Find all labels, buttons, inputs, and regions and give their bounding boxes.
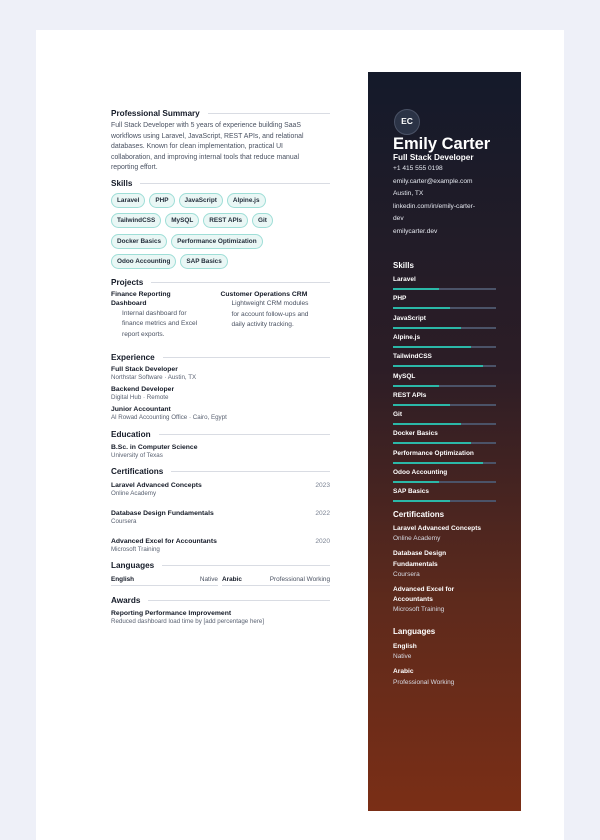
section-heading: Languages bbox=[111, 560, 330, 571]
skill-chip: Laravel bbox=[111, 193, 145, 208]
job-company: Al Rowad Accounting Office · Cairo, Egypt bbox=[111, 414, 227, 422]
project-item bbox=[221, 290, 331, 340]
sidebar-skill-item bbox=[393, 334, 496, 348]
sidebar-skill-name: Git bbox=[393, 411, 403, 419]
experience-item bbox=[111, 406, 330, 423]
sidebar-language-item: English Native bbox=[393, 643, 417, 661]
skill-level-bar bbox=[393, 385, 439, 387]
sidebar-skill-item bbox=[393, 488, 496, 502]
language-list bbox=[111, 575, 330, 586]
skill-level-bar bbox=[393, 500, 450, 502]
skill-level-track bbox=[393, 346, 496, 348]
cert-issuer: Online Academy bbox=[111, 490, 157, 498]
section-divider bbox=[171, 471, 330, 472]
skills-section bbox=[111, 178, 330, 275]
contact-info bbox=[393, 164, 513, 240]
project-description: Internal dashboard for finance metrics and Excel report exports. bbox=[122, 309, 198, 338]
skill-level-track bbox=[393, 385, 496, 387]
certification-item bbox=[111, 482, 330, 499]
skill-level-track bbox=[393, 327, 496, 329]
skill-chip: JavaScript bbox=[179, 193, 223, 208]
sidebar-skill-item bbox=[393, 411, 496, 425]
sidebar-skill-name: PHP bbox=[393, 295, 407, 303]
sidebar-skills-heading: Skills bbox=[393, 261, 414, 270]
sidebar-skill-name: JavaScript bbox=[393, 314, 426, 322]
website-text: emilycarter.dev bbox=[393, 227, 438, 235]
education-item bbox=[111, 444, 330, 461]
skill-level-track bbox=[393, 404, 496, 406]
cert-title: Advanced Excel for Accountants bbox=[111, 537, 217, 545]
skill-chip: Odoo Accounting bbox=[111, 254, 176, 269]
phone-text: +1 415 555 0198 bbox=[393, 165, 443, 172]
summary-line: Full Stack Developer with 5 years of experience building SaaS bbox=[111, 122, 301, 129]
skill-level-bar bbox=[393, 423, 461, 425]
sidebar-language-list bbox=[393, 642, 513, 688]
summary-line: collaboration, and improving internal tools that reduce manual bbox=[111, 153, 300, 161]
skill-chip: REST APIs bbox=[203, 213, 248, 228]
main-column bbox=[111, 108, 330, 627]
candidate-name: Emily Carter bbox=[393, 135, 491, 153]
certification-item bbox=[111, 538, 330, 555]
cert-year: 2022 bbox=[315, 509, 330, 517]
language-level: Professional Working bbox=[269, 576, 330, 584]
section-heading: Certifications bbox=[111, 466, 330, 477]
award-title: Reporting Performance Improvement bbox=[111, 609, 232, 617]
degree-title: B.Sc. in Computer Science bbox=[111, 443, 198, 451]
sidebar-skill-name: Performance Optimization bbox=[393, 449, 474, 457]
cert-issuer: Coursera bbox=[111, 518, 137, 526]
section-divider bbox=[163, 357, 330, 358]
sidebar-skill-name: MySQL bbox=[393, 372, 416, 380]
school-name: University of Texas bbox=[111, 452, 163, 460]
sidebar-skill-name: Docker Basics bbox=[393, 430, 438, 438]
sidebar-cert-list bbox=[393, 524, 513, 615]
skill-level-track bbox=[393, 500, 496, 502]
project-item bbox=[111, 290, 221, 340]
sidebar bbox=[368, 72, 521, 811]
skill-level-track bbox=[393, 365, 496, 367]
section-divider bbox=[208, 113, 330, 114]
resume-page bbox=[36, 30, 564, 840]
section-divider bbox=[140, 183, 330, 184]
awards-section bbox=[111, 595, 330, 627]
sidebar-cert-item: Advanced Excel for Accountants Microsoft Training bbox=[393, 585, 455, 614]
skill-chip: Alpine.js bbox=[227, 193, 266, 208]
cert-year: 2020 bbox=[315, 537, 330, 545]
section-divider bbox=[159, 434, 330, 435]
candidate-title: Full Stack Developer bbox=[393, 153, 474, 162]
sidebar-skill-item bbox=[393, 430, 496, 444]
summary-section bbox=[111, 108, 330, 174]
experience-item bbox=[111, 386, 330, 403]
skill-chip: MySQL bbox=[165, 213, 199, 228]
section-heading: Experience bbox=[111, 352, 330, 363]
education-section bbox=[111, 429, 330, 461]
cert-issuer: Microsoft Training bbox=[111, 546, 160, 554]
skill-level-bar bbox=[393, 346, 471, 348]
section-heading: Projects bbox=[111, 277, 330, 288]
languages-section bbox=[111, 560, 330, 586]
sidebar-language-item: Arabic Professional Working bbox=[393, 668, 455, 686]
section-divider bbox=[162, 565, 330, 566]
language-item bbox=[222, 575, 330, 586]
project-title: Dashboard bbox=[111, 300, 147, 308]
skill-level-track bbox=[393, 481, 496, 483]
skill-chip-list bbox=[111, 193, 296, 275]
certifications-section bbox=[111, 466, 330, 555]
language-name: English bbox=[111, 576, 135, 584]
skill-level-track bbox=[393, 442, 496, 444]
skill-chip: Git bbox=[252, 213, 273, 228]
section-heading: Awards bbox=[111, 595, 330, 606]
projects-section bbox=[111, 277, 330, 340]
sidebar-skill-item bbox=[393, 392, 496, 406]
certification-item bbox=[111, 510, 330, 527]
avatar: EC bbox=[394, 109, 420, 135]
sidebar-skill-item bbox=[393, 469, 496, 483]
skill-level-bar bbox=[393, 442, 471, 444]
sidebar-skill-name: Alpine.js bbox=[393, 333, 421, 341]
sidebar-skill-item bbox=[393, 295, 496, 309]
skill-level-track bbox=[393, 423, 496, 425]
section-divider bbox=[148, 600, 330, 601]
sidebar-skill-name: TailwindCSS bbox=[393, 353, 432, 361]
skill-chip: SAP Basics bbox=[180, 254, 227, 269]
award-description: Reduced dashboard load time by [add percentage here] bbox=[111, 618, 265, 626]
summary-line: reporting effort. bbox=[111, 164, 158, 172]
project-list bbox=[111, 290, 330, 340]
skill-level-bar bbox=[393, 327, 461, 329]
location-text: Austin, TX bbox=[393, 190, 424, 198]
sidebar-skill-item bbox=[393, 373, 496, 387]
section-heading: Skills bbox=[111, 178, 330, 189]
sidebar-skill-item bbox=[393, 315, 496, 329]
skill-level-bar bbox=[393, 481, 439, 483]
skill-chip: Performance Optimization bbox=[171, 234, 263, 249]
skill-chip: PHP bbox=[149, 193, 174, 208]
sidebar-cert-item: Laravel Advanced Concepts Online Academy bbox=[393, 525, 482, 543]
skill-chip: Docker Basics bbox=[111, 234, 167, 249]
sidebar-skill-item bbox=[393, 353, 496, 367]
sidebar-skill-name: Odoo Accounting bbox=[393, 469, 448, 476]
sidebar-skill-item bbox=[393, 276, 496, 290]
section-heading: Education bbox=[111, 429, 330, 440]
skill-level-bar bbox=[393, 288, 439, 290]
skill-chip: TailwindCSS bbox=[111, 213, 161, 228]
sidebar-skill-name: REST APIs bbox=[393, 391, 427, 399]
project-title: Customer Operations CRM bbox=[220, 290, 308, 298]
experience-item bbox=[111, 366, 330, 383]
cert-year: 2023 bbox=[315, 481, 330, 489]
job-title: Backend Developer bbox=[111, 385, 175, 393]
project-description: Lightweight CRM modules for account follow-ups and daily activity tracking. bbox=[231, 300, 309, 329]
sidebar-skill-name: Laravel bbox=[393, 276, 416, 283]
skill-level-track bbox=[393, 462, 496, 464]
cert-title: Laravel Advanced Concepts bbox=[111, 481, 202, 489]
skill-level-bar bbox=[393, 404, 450, 406]
sidebar-skill-name: SAP Basics bbox=[393, 488, 430, 496]
summary-line: workflows using Laravel, JavaScript, REST APIs, and relational bbox=[111, 132, 304, 140]
linkedin-text: linkedin.com/in/emily-carter- dev bbox=[393, 202, 476, 223]
project-title: Finance Reporting bbox=[111, 290, 171, 298]
summary-text bbox=[111, 121, 330, 174]
sidebar-certifications-heading: Certifications bbox=[393, 510, 445, 519]
sidebar-languages-heading: Languages bbox=[393, 627, 436, 636]
skill-level-track bbox=[393, 288, 496, 290]
skill-level-track bbox=[393, 307, 496, 309]
skill-level-bar bbox=[393, 365, 483, 367]
section-divider bbox=[151, 282, 330, 283]
email-text: emily.carter@example.com bbox=[393, 177, 473, 185]
language-item bbox=[111, 575, 218, 586]
job-company: Northstar Software · Austin, TX bbox=[111, 374, 197, 382]
language-level: Native bbox=[199, 576, 218, 584]
job-title: Junior Accountant bbox=[111, 405, 171, 413]
sidebar-cert-item: Database Design Fundamentals Coursera bbox=[393, 550, 447, 578]
summary-line: databases. Known for clean implementation, practical UI bbox=[111, 143, 283, 151]
sidebar-skill-item bbox=[393, 450, 496, 464]
language-name: Arabic bbox=[222, 576, 242, 584]
skill-level-bar bbox=[393, 462, 483, 464]
skill-level-bar bbox=[393, 307, 450, 309]
cert-title: Database Design Fundamentals bbox=[111, 509, 214, 517]
job-company: Digital Hub · Remote bbox=[111, 394, 169, 402]
section-heading: Professional Summary bbox=[111, 108, 330, 119]
experience-section bbox=[111, 352, 330, 423]
award-item bbox=[111, 610, 330, 627]
job-title: Full Stack Developer bbox=[111, 365, 178, 373]
